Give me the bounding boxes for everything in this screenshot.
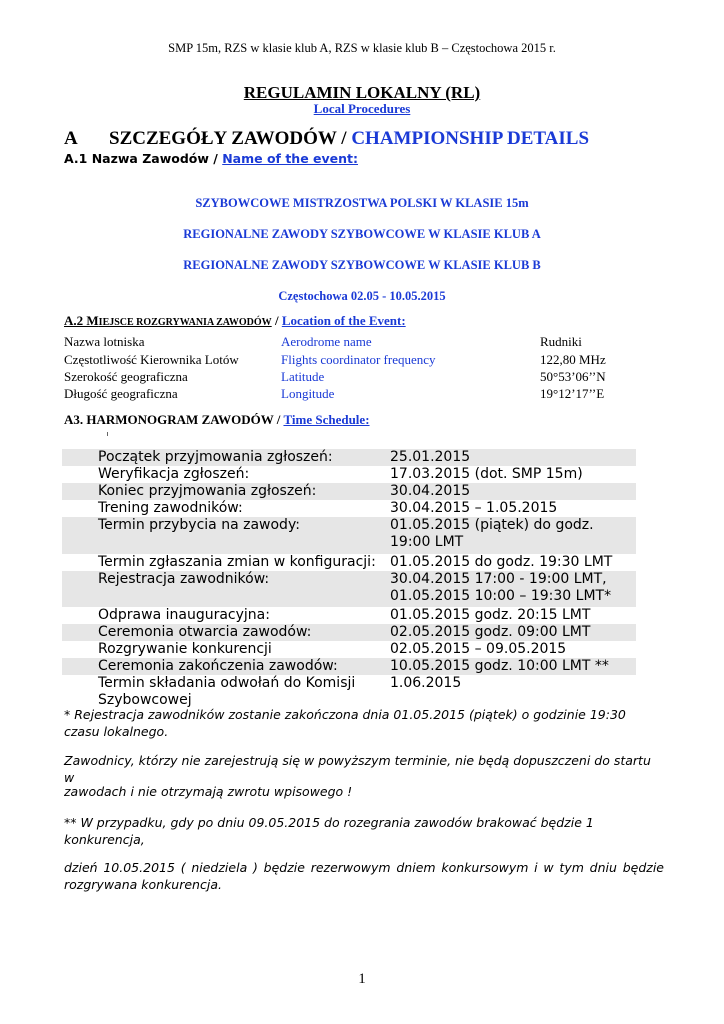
schedule-label: Termin przybycia na zawody: xyxy=(98,517,300,533)
location-label-en: Flights coordinator frequency xyxy=(281,352,436,367)
schedule-row xyxy=(62,658,636,675)
schedule-row xyxy=(62,624,636,641)
location-value: 122,80 MHz xyxy=(540,352,606,367)
document-subtitle: Local Procedures xyxy=(313,101,411,116)
note-unregistered: Zawodnicy, którzy nie zarejestrują się w powyższym terminie, nie będą dopuszczeni do startu w xyxy=(64,753,651,785)
schedule-value: 30.04.2015 17:00 - 19:00 LMT, 01.05.2015 10:00 – 19:30 LMT* xyxy=(390,571,612,604)
schedule-row xyxy=(62,500,636,517)
schedule-label: Rejestracja zawodników: xyxy=(98,571,270,587)
section-a-heading xyxy=(64,128,589,150)
schedule-label: Ceremonia otwarcia zawodów: xyxy=(98,624,312,640)
schedule-value: 01.05.2015 godz. 20:15 LMT xyxy=(390,607,591,623)
schedule-value: 1.06.2015 xyxy=(390,675,462,691)
note-registration: * Rejestracja zawodników zostanie zakończona dnia 01.05.2015 (piątek) o godzinie 19:30 czasu lokalnego. xyxy=(64,707,626,739)
location-label-en: Latitude xyxy=(281,369,325,384)
a2-pl: IEJSCE ROZGRYWANIA ZAWODÓW xyxy=(98,317,272,328)
location-row xyxy=(64,369,624,387)
schedule-row xyxy=(62,466,636,483)
schedule-label: Termin składania odwołań do Komisji Szybowcowej xyxy=(98,675,356,708)
schedule-label: Rozgrywanie konkurencji xyxy=(98,641,272,657)
schedule-row xyxy=(62,483,636,500)
a2-num: A.2 M xyxy=(64,313,99,328)
schedule-row xyxy=(62,554,636,571)
a2-en: Location of the Event: xyxy=(281,313,406,328)
document-title: REGULAMIN LOKALNY (RL) xyxy=(243,83,481,102)
schedule-value: 30.04.2015 xyxy=(390,483,471,499)
schedule-label: Trening zawodników: xyxy=(98,500,243,516)
schedule-value: 10.05.2015 godz. 10:00 LMT ** xyxy=(390,658,609,674)
note-reserve-condition: ** W przypadku, gdy po dniu 09.05.2015 do rozegrania zawodów brakować będzie 1 konkurencja, xyxy=(64,815,594,847)
schedule-value: 01.05.2015 do godz. 19:30 LMT xyxy=(390,554,613,570)
note-reserve-day: dzień 10.05.2015 ( niedziela ) będzie rezerwowym dniem konkursowym i w tym dniu będzie rozgrywana konkurencja. xyxy=(64,860,664,892)
note-no-refund: zawodach i nie otrzymają zwrotu wpisowego ! xyxy=(64,784,353,799)
location-label-en: Aerodrome name xyxy=(281,334,372,349)
schedule-label: Weryfikacja zgłoszeń: xyxy=(98,466,250,482)
location-label-pl: Szerokość geograficzna xyxy=(64,369,188,384)
location-label-pl: Długość geograficzna xyxy=(64,386,178,401)
section-a-pl: SZCZEGÓŁY ZAWODÓW / xyxy=(109,128,352,149)
schedule-row xyxy=(62,517,636,554)
a1-en: Name of the event: xyxy=(222,151,359,166)
location-label-en: Longitude xyxy=(281,386,335,401)
location-label-pl: Częstotliwość Kierownika Lotów xyxy=(64,352,239,367)
schedule-value: 30.04.2015 – 1.05.2015 xyxy=(390,500,558,516)
schedule-row xyxy=(62,607,636,624)
section-letter: A xyxy=(64,128,78,149)
location-value: 19°12’17’’E xyxy=(540,386,605,401)
a1-heading xyxy=(64,151,358,166)
a1-pl: A.1 Nazwa Zawodów / xyxy=(64,151,223,166)
a2-heading xyxy=(64,313,406,329)
schedule-value: 25.01.2015 xyxy=(390,449,471,465)
schedule-value: 01.05.2015 (piątek) do godz. 19:00 LMT xyxy=(390,517,594,550)
schedule-value: 17.03.2015 (dot. SMP 15m) xyxy=(390,466,583,482)
location-row xyxy=(64,386,624,404)
a3-heading xyxy=(64,412,370,428)
schedule-label: Koniec przyjmowania zgłoszeń: xyxy=(98,483,317,499)
schedule-table xyxy=(62,449,636,709)
a3-pl: A3. HARMONOGRAM ZAWODÓW / xyxy=(64,412,284,427)
location-row xyxy=(64,334,624,352)
section-a-en: CHAMPIONSHIP DETAILS xyxy=(351,128,590,149)
table-corner-mark xyxy=(107,432,112,436)
schedule-row xyxy=(62,641,636,658)
schedule-value: 02.05.2015 – 09.05.2015 xyxy=(390,641,567,657)
schedule-row xyxy=(62,449,636,466)
event-name-smp: SZYBOWCOWE MISTRZOSTWA POLSKI W KLASIE 15m xyxy=(195,196,529,210)
schedule-label: Termin zgłaszania zmian w konfiguracji: xyxy=(98,554,376,570)
location-value: Rudniki xyxy=(540,334,582,349)
page-number: 1 xyxy=(358,971,366,987)
location-value: 50°53’06’’N xyxy=(540,369,606,384)
schedule-label: Ceremonia zakończenia zawodów: xyxy=(98,658,338,674)
schedule-row xyxy=(62,675,636,709)
event-name-klub-a: REGIONALNE ZAWODY SZYBOWCOWE W KLASIE KLUB A xyxy=(183,227,541,241)
a2-sep: / xyxy=(271,313,282,328)
a3-en: Time Schedule: xyxy=(283,412,370,427)
location-row xyxy=(64,352,624,370)
schedule-row xyxy=(62,571,636,607)
location-label-pl: Nazwa lotniska xyxy=(64,334,145,349)
event-name-klub-b: REGIONALNE ZAWODY SZYBOWCOWE W KLASIE KLUB B xyxy=(183,258,541,272)
page-header: SMP 15m, RZS w klasie klub A, RZS w klasie klub B – Częstochowa 2015 r. xyxy=(168,41,556,55)
schedule-label: Odprawa inauguracyjna: xyxy=(98,607,270,623)
event-dates: Częstochowa 02.05 - 10.05.2015 xyxy=(278,289,446,303)
schedule-label: Początek przyjmowania zgłoszeń: xyxy=(98,449,333,465)
schedule-value: 02.05.2015 godz. 09:00 LMT xyxy=(390,624,591,640)
